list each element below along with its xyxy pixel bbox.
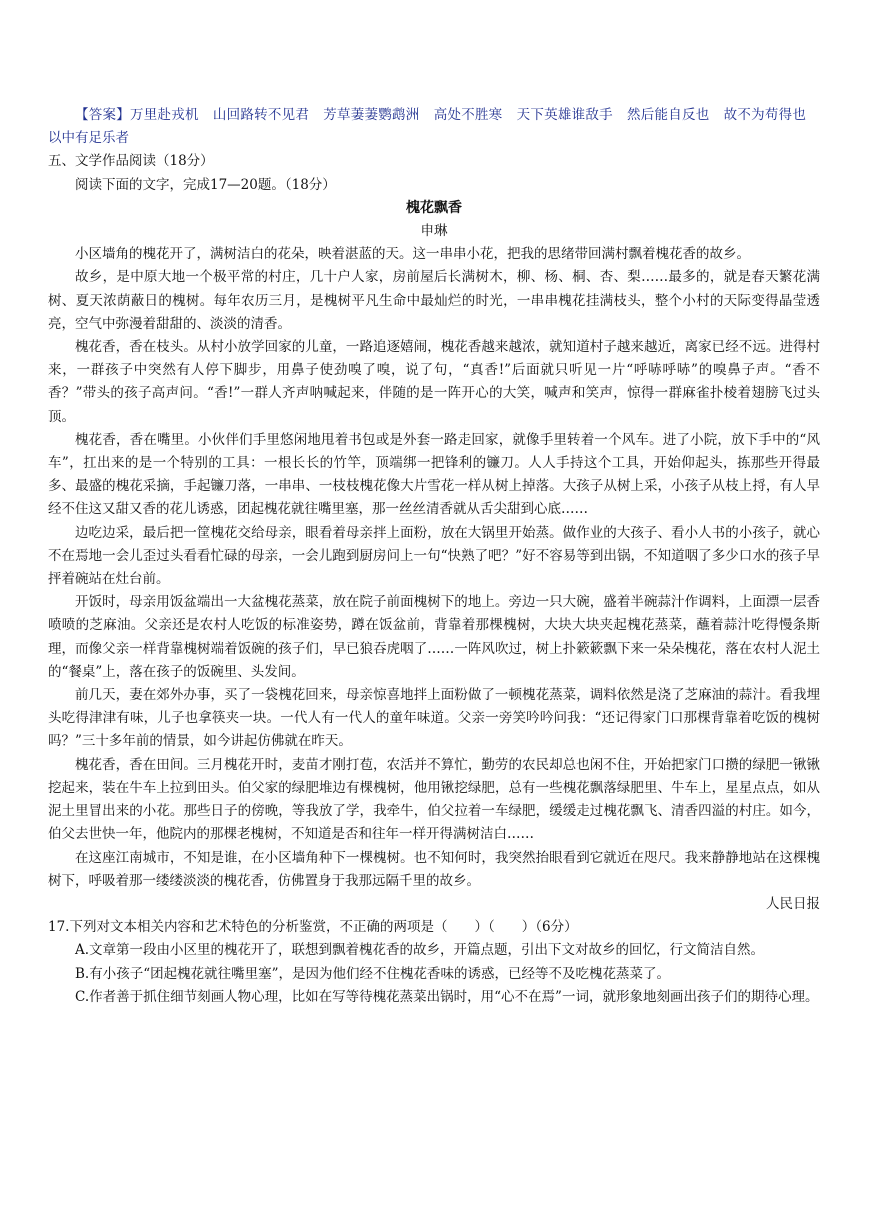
section-heading: 五、文学作品阅读（18分） bbox=[48, 153, 214, 170]
article-paragraph: 故乡，是中原大地一个极平常的村庄，几十户人家，房前屋后长满树木，柳、杨、桐、杏、梨……最多的，就是春天繁花满树、夏天浓荫蔽日的槐树。每年农历三月，是槐树平凡生命中最灿烂的时光，一串串槐花挂满枝头，整个小村的天际变得晶莹透亮，空气中弥漫着甜甜的、淡淡的清香。 bbox=[48, 269, 820, 332]
exam-page bbox=[48, 104, 820, 1009]
answer-item: 芳草萋萋鹦鹉洲 bbox=[323, 107, 420, 123]
answer-item: 山回路转不见君 bbox=[212, 107, 310, 123]
article-paragraph: 开饭时，母亲用饭盆端出一大盆槐花蒸菜，放在院子前面槐树下的地上。旁边一只大碗，盛着半碗蒜汁作调料，上面漂一层香喷喷的芝麻油。父亲还是农村人吃饭的标准姿势，蹲在饭盆前，背靠着那棵槐树，大块大块夹起槐花蒸菜，蘸着蒜汁吃得慢条斯理，而像父亲一样背靠槐树端着饭碗的孩子们，早已狼吞虎咽了……一阵风吹过，树上扑簌簌飘下来一朵朵槐花，落在农村人泥土的“餐桌”上，落在孩子的饭碗里、头发间。 bbox=[48, 594, 820, 680]
question-option-a: A.文章第一段由小区里的槐花开了，联想到飘着槐花香的故乡，开篇点题，引出下文对故乡的回忆，行文简洁自然。 bbox=[75, 942, 765, 959]
section-instruction: 阅读下面的文字，完成17—20题。（18分） bbox=[75, 176, 336, 193]
question-option-c: C.作者善于抓住细节刻画人物心理，比如在写等待槐花蒸菜出锅时，用“心不在焉”一词，就形象地刻画出孩子们的期待心理。 bbox=[75, 988, 819, 1005]
answer-label: 【答案】 bbox=[75, 107, 130, 123]
answer-item: 高处不胜寒 bbox=[433, 107, 503, 123]
article-title: 槐花飘香 bbox=[406, 199, 462, 216]
question-stem-text: 17.下列对文本相关内容和艺术特色的分析鉴赏， bbox=[48, 919, 340, 936]
question-stem-text: 的两项是（ ）（ ）（6分） bbox=[379, 919, 578, 936]
answer-line bbox=[48, 104, 820, 150]
article-paragraph: 小区墙角的槐花开了，满树洁白的花朵，映着湛蓝的天。这一串串小花，把我的思绪带回满村飘着槐花香的故乡。 bbox=[75, 246, 750, 263]
question-17-stem bbox=[48, 916, 820, 939]
article-paragraph: 前几天，妻在郊外办事，买了一袋槐花回来，母亲惊喜地拌上面粉做了一顿槐花蒸菜，调料依然是浇了芝麻油的蒜汁。看我埋头吃得津津有味，儿子也拿筷夹一块。一代人有一代人的童年味道。父亲一旁笑吟吟问我：“还记得家门口那棵背靠着吃饭的槐树吗？”三十多年前的情景，如今讲起仿佛就在昨天。 bbox=[48, 687, 820, 750]
answer-item: 然后能自反也 bbox=[627, 107, 710, 123]
answer-item: 万里赴戎机 bbox=[129, 107, 199, 123]
article-author: 申琳 bbox=[420, 223, 448, 240]
article-paragraph: 槐花香，香在田间。三月槐花开时，麦苗才刚打苞，农活并不算忙，勤劳的农民却总也闲不住，开始把家门口攒的绿肥一锹锹挖起来，装在牛车上拉到田头。伯父家的绿肥堆边有棵槐树，他用锹挖绿肥，总有一些槐花飘落绿肥里、牛车上，星星点点，如从泥土里冒出来的小花。那些日子的傍晚，等我放了学，我牵牛，伯父拉着一车绿肥，缓缓走过槐花飘飞、清香四溢的村庄。如今，伯父去世快一年，他院内的那棵老槐树，不知道是否和往年一样开得满树洁白…… bbox=[48, 756, 820, 843]
answer-item: 天下英雄谁敌手 bbox=[516, 107, 613, 123]
article-source: 人民日报 bbox=[766, 895, 820, 912]
article-paragraph: 槐花香，香在枝头。从村小放学回家的儿童，一路追逐嬉闹，槐花香越来越浓，就知道村子越来越近，离家已经不远。进得村来，一群孩子中突然有人停下脚步，用鼻子使劲嗅了嗅，说了句，“真香!”后面就只听见一片“呼哧呼哧”的嗅鼻子声。“香不香？”带头的孩子高声问。“香!”一群人齐声呐喊起来，伴随的是一阵开心的大笑，喊声和笑声，惊得一群麻雀扑棱着翅膀飞过头顶。 bbox=[48, 339, 820, 425]
question-stem-emphasis: 不正确 bbox=[339, 919, 380, 936]
article-paragraph: 槐花香，香在嘴里。小伙伴们手里悠闲地甩着书包或是外套一路走回家，就像手里转着一个风车。进了小院，放下手中的“风车”，扛出来的是一个特别的工具：一根长长的竹竿，顶端绑一把锋利的镰刀。人人手持这个工具，开始仰起头，拣那些开得最多、最盛的槐花采摘，手起镰刀落，一串串、一枝枝槐花像大片雪花一样从树上掉落。大孩子从树上采，小孩子从枝上捋，有人早经不住这又甜又香的花儿诱惑，团起槐花就往嘴里塞，那一丝丝清香就从舌尖甜到心底…… bbox=[48, 431, 820, 518]
answer-item: 故不为苟得也 bbox=[723, 107, 806, 123]
question-option-b: B.有小孩子“团起槐花就往嘴里塞”，是因为他们经不住槐花香味的诱惑，已经等不及吃槐花蒸菜了。 bbox=[75, 965, 671, 982]
answer-item: 以中有足乐者 bbox=[48, 130, 129, 147]
article-paragraph: 在这座江南城市，不知是谁，在小区墙角种下一棵槐树。也不知何时，我突然抬眼看到它就近在咫尺。我来静静地站在这棵槐树下，呼吸着那一缕缕淡淡的槐花香，仿佛置身于我那远隔千里的故乡。 bbox=[48, 849, 820, 889]
article-paragraph: 边吃边采，最后把一筐槐花交给母亲，眼看着母亲拌上面粉，放在大锅里开始蒸。做作业的大孩子、看小人书的小孩子，就心不在焉地一会儿歪过头看看忙碌的母亲，一会儿跑到厨房问上一句“快熟了吧？”好不容易等到出锅，不知道咽了多少口水的孩子早抨着碗站在灶台前。 bbox=[48, 524, 820, 588]
